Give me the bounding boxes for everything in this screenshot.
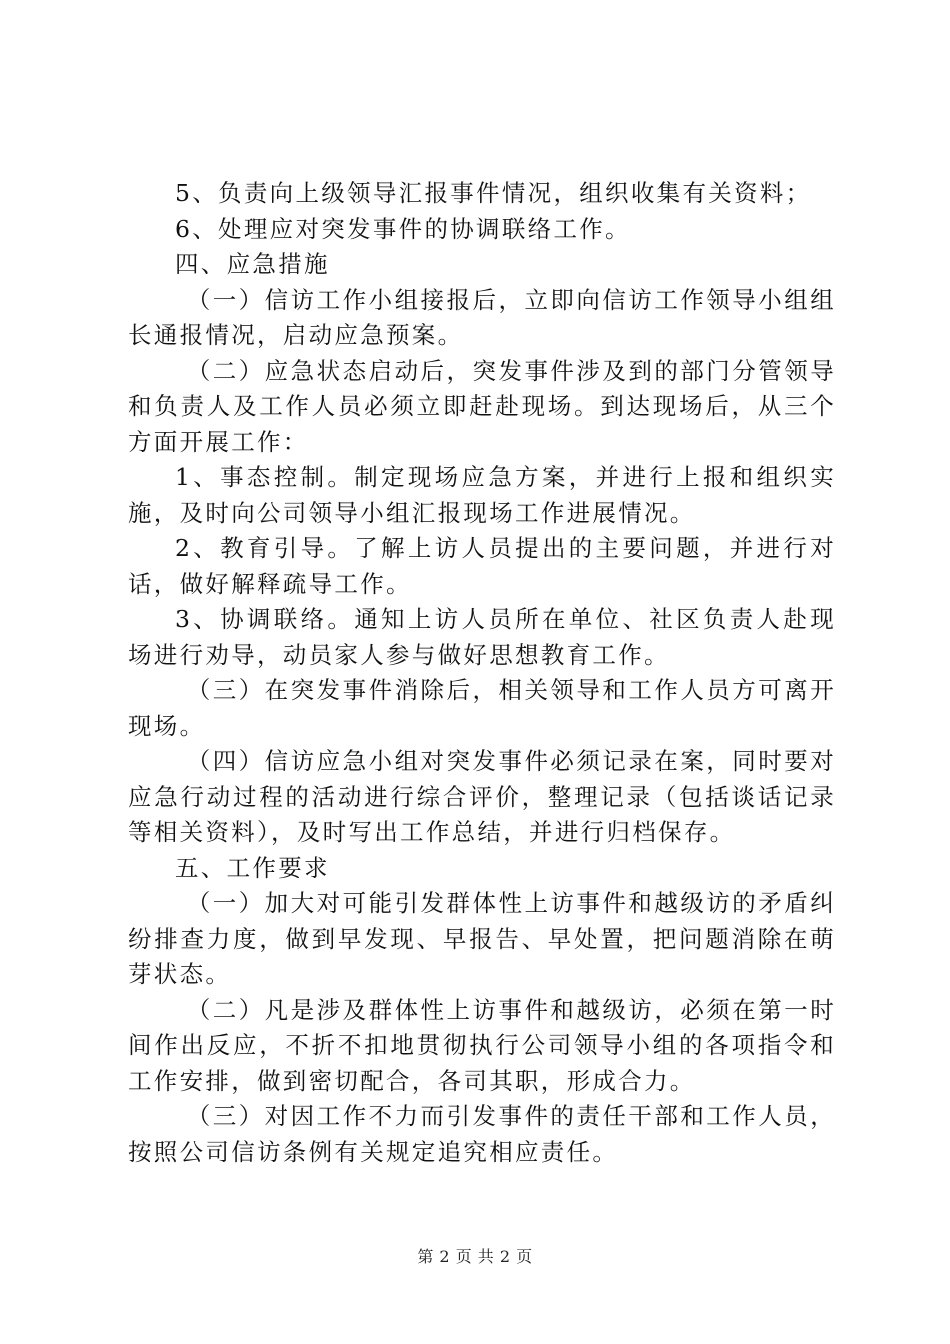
- paragraph-requirement-2: （二）凡是涉及群体性上访事件和越级访，必须在第一时间作出反应，不折不扣地贯彻执行公司领导小组的各项指令和工作安排，做到密切配合，各司其职，形成合力。: [128, 995, 836, 1095]
- paragraph-requirement-3: （三）对因工作不力而引发事件的责任干部和工作人员，按照公司信访条例有关规定追究相应责任。: [128, 1102, 836, 1166]
- page-footer: [0, 1244, 950, 1267]
- paragraph-measure-1: （一）信访工作小组接报后，立即向信访工作领导小组组长通报情况，启动应急预案。: [128, 285, 836, 349]
- paragraph-item-6: 6、处理应对突发事件的协调联络工作。: [175, 214, 631, 243]
- paragraph-step-3: 3、协调联络。通知上访人员所在单位、社区负责人赴现场进行劝导，动员家人参与做好思想教育工作。: [128, 605, 836, 669]
- section-heading-work-requirements: 五、工作要求: [175, 853, 330, 882]
- paragraph-measure-2: （二）应急状态启动后，突发事件涉及到的部门分管领导和负责人及工作人员必须立即赶赴现场。到达现场后，从三个方面开展工作：: [128, 356, 836, 456]
- paragraph-item-5: 5、负责向上级领导汇报事件情况，组织收集有关资料；: [175, 179, 812, 207]
- page-number-label: 第 2 页 共 2 页: [417, 1247, 533, 1266]
- paragraph-step-2: 2、教育引导。了解上访人员提出的主要问题，并进行对话，做好解释疏导工作。: [128, 534, 836, 598]
- paragraph-measure-3: （三）在突发事件消除后，相关领导和工作人员方可离开现场。: [128, 676, 836, 740]
- document-body: [128, 176, 836, 1170]
- paragraph-requirement-1: （一）加大对可能引发群体性上访事件和越级访的矛盾纠纷排查力度，做到早发现、早报告、早处置，把问题消除在萌芽状态。: [128, 889, 836, 988]
- paragraph-measure-4: （四）信访应急小组对突发事件必须记录在案，同时要对应急行动过程的活动进行综合评价，整理记录（包括谈话记录等相关资料），及时写出工作总结，并进行归档保存。: [128, 747, 836, 846]
- section-heading-emergency-measures: 四、应急措施: [175, 250, 330, 278]
- paragraph-step-1: 1、事态控制。制定现场应急方案，并进行上报和组织实施，及时向公司领导小组汇报现场工作进展情况。: [128, 463, 836, 527]
